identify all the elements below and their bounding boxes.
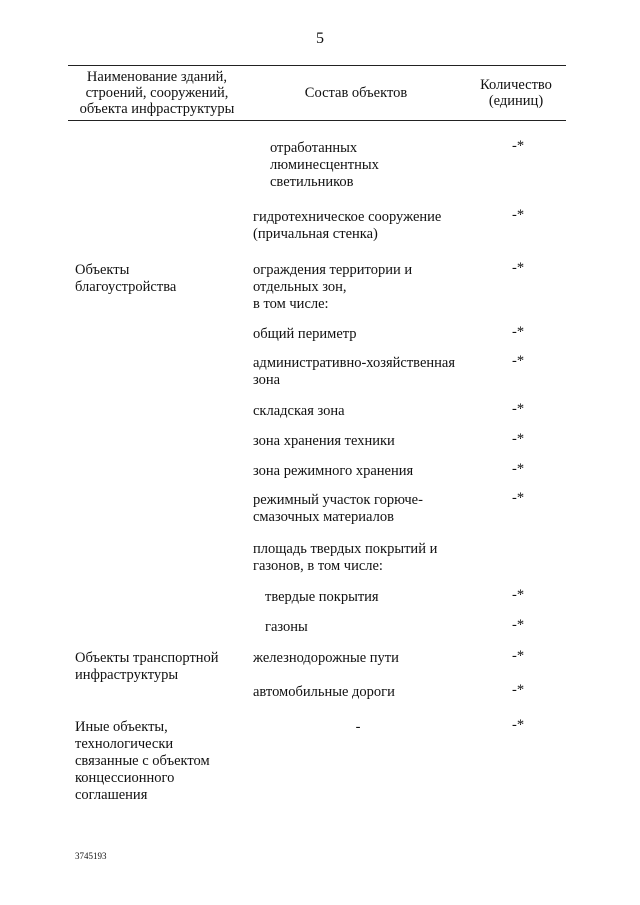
table-row-qty: -*: [512, 717, 525, 733]
table-row-qty: -*: [512, 461, 525, 477]
table-row-qty: -*: [512, 617, 525, 633]
table-row-item: зона режимного хранения: [253, 463, 414, 479]
header-name: Наименование зданий, строений, сооружений, объекта инфраструктуры: [79, 69, 235, 117]
table-row-qty: -*: [512, 431, 525, 447]
header-composition: Состав объектов: [304, 85, 408, 101]
table-row-qty: -*: [512, 324, 525, 340]
header-name-cell: [68, 66, 246, 120]
table-row-item: гидротехническое сооружение (причальная стенка): [253, 209, 442, 242]
group-label: Объекты транспортной инфраструктуры: [75, 650, 219, 683]
table-header: [68, 65, 566, 121]
table-row-qty: -*: [512, 587, 525, 603]
header-quantity-cell: [466, 66, 566, 120]
table-row-item: твердые покрытия: [265, 589, 379, 605]
table-row-qty: -*: [512, 207, 525, 223]
table-row-qty: -*: [512, 648, 525, 664]
table-row-qty: -*: [512, 353, 525, 369]
table-row-item: автомобильные дороги: [253, 684, 395, 700]
table-row-qty: -*: [512, 682, 525, 698]
group-label: Иные объекты, технологически связанные с объектом концессионного соглашения: [75, 719, 210, 803]
table-row-item: -: [355, 719, 361, 735]
header-composition-cell: [246, 66, 466, 120]
table-row-item: ограждения территории и отдельных зон, в том числе:: [253, 262, 413, 312]
header-quantity: Количество (единиц): [480, 77, 552, 109]
table-row-qty: -*: [512, 138, 525, 154]
table-row-item: режимный участок горюче- смазочных материалов: [253, 492, 423, 525]
table-row-item: площадь твердых покрытий и газонов, в том числе:: [253, 541, 438, 574]
table-row-item: складская зона: [253, 403, 345, 419]
table-row-item: административно-хозяйственная зона: [253, 355, 456, 388]
table-row-qty: -*: [512, 401, 525, 417]
table-row-item: газоны: [265, 619, 308, 635]
table-row-item: общий периметр: [253, 326, 357, 342]
table-row-item: железнодорожные пути: [253, 650, 399, 666]
table-row-item: отработанных люминесцентных светильников: [270, 140, 379, 190]
group-label: Объекты благоустройства: [75, 262, 177, 295]
page-number: 5: [316, 30, 324, 47]
document-id: 3745193: [75, 851, 107, 861]
table-row-qty: -*: [512, 260, 525, 276]
table-row-qty: -*: [512, 490, 525, 506]
table-row-item: зона хранения техники: [253, 433, 395, 449]
